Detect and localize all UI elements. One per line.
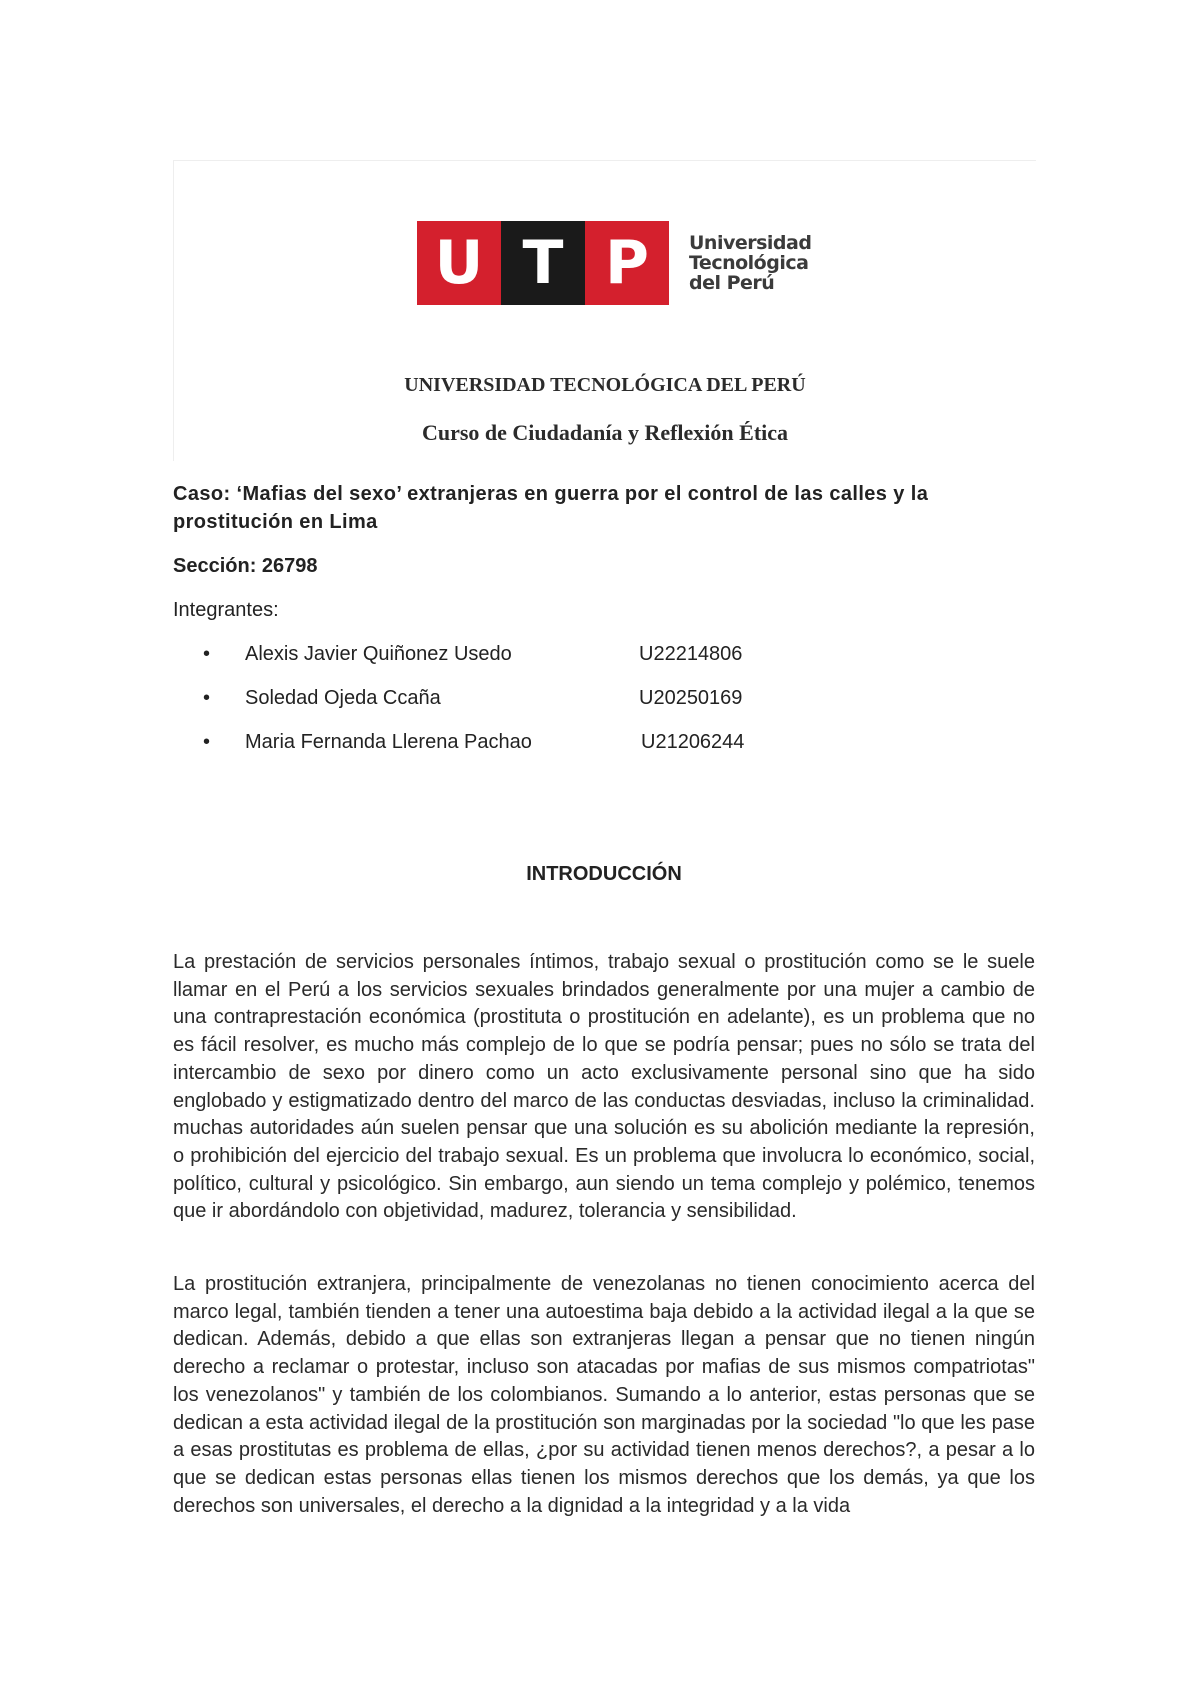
introduction-heading: INTRODUCCIÓN	[526, 863, 682, 885]
members-label: Integrantes:	[173, 599, 279, 621]
utp-logo	[417, 221, 811, 305]
member-name: Maria Fernanda Llerena Pachao	[245, 731, 532, 753]
paragraph: La prestación de servicios personales íntimos, trabajo sexual o prostitución como se le suele llamar en el Perú a los servicios sexuales brindados generalmente por una mujer a cambio de una contraprestación económica (prostituta o prostitución en adelante), es un problema que no es fácil resolver, es mucho más complejo de lo que se podría pensar; pues no sólo se trata del intercambio de sexo por dinero como un acto exclusivamente personal sino que ha sido englobado y estigmatizado dentro del marco de las conductas desviadas, incluso la criminalidad. muchas autoridades aún suelen pensar que una solución es su abolición mediante la represión, o prohibición del ejercicio del trabajo sexual. Es un problema que involucra lo económico, social, político, cultural y psicológico. Sin embargo, aun siendo un tema complejo y polémico, tenemos que ir abordándolo con objetividad, madurez, tolerancia y sensibilidad.	[173, 951, 1035, 1223]
university-title: UNIVERSIDAD TECNOLÓGICA DEL PERÚ	[404, 374, 806, 396]
member-code: U21206244	[641, 731, 745, 753]
member-item	[173, 684, 1035, 712]
section-number: Sección: 26798	[173, 555, 318, 577]
course-title: Curso de Ciudadanía y Reflexión Ética	[421, 420, 789, 445]
bullet-icon: •	[203, 687, 211, 709]
bullet-icon: •	[203, 643, 211, 665]
paragraph: La prostitución extranjera, principalmente de venezolanas no tienen conocimiento acerca del marco legal, también tienden a tener una autoestima baja debido a la actividad ilegal a la que se dedican. Además, debido a que ellas son extranjeras llegan a pensar que no tienen ningún derecho a reclamar o protestar, incluso son atacadas por mafias de sus mismos compatriotas" los venezolanos" y también de los colombianos. Sumando a lo anterior, estas personas que se dedican a esta actividad ilegal de la prostitución son marginadas por la sociedad "lo que les pase a esas prostitutas es problema de ellas, ¿por su actividad tienen menos derechos?, a pesar a lo que se dedican estas personas ellas tienen los mismos derechos que los demás, ya que los derechos son universales, el derecho a la dignidad a la integridad y a la vida	[173, 1273, 1035, 1517]
logo-letter-u: U	[417, 221, 501, 305]
case-title: Caso: ‘Mafias del sexo’ extranjeras en guerra por el control de las calles y la prostitución en Lima	[173, 483, 929, 533]
header-image	[173, 160, 1036, 461]
logo-text	[689, 233, 811, 293]
member-name: Soledad Ojeda Ccaña	[245, 687, 441, 709]
logo-letter-t: T	[501, 221, 585, 305]
member-code: U22214806	[639, 643, 743, 665]
logo-text-line: Universidad	[689, 232, 812, 254]
bullet-icon: •	[203, 731, 211, 753]
logo-text-line: Tecnológica	[689, 252, 809, 274]
member-code: U20250169	[639, 687, 743, 709]
member-item	[173, 640, 1035, 668]
member-name: Alexis Javier Quiñonez Usedo	[245, 643, 512, 665]
member-item	[173, 728, 1035, 756]
logo-text-line: del Perú	[689, 272, 775, 294]
logo-letter-p: P	[585, 221, 669, 305]
